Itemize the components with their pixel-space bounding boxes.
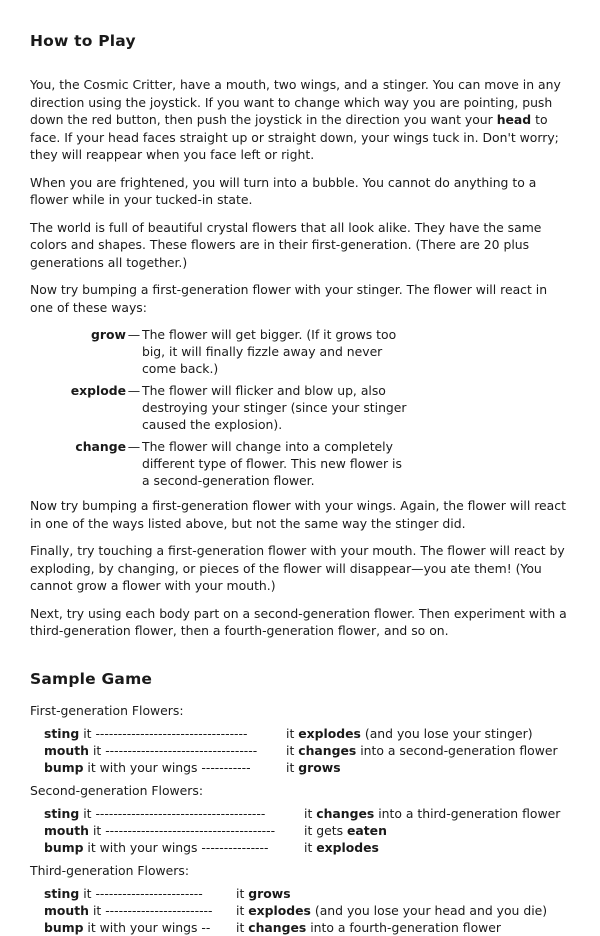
reaction-definitions	[30, 326, 568, 489]
group-label: Second-generation Flowers:	[30, 782, 204, 798]
mouth-paragraph: Finally, try touching a first-generation flower with your mouth. The flower will react by exploding, by changing, or pieces of the flower will disappear—you ate them! (You cannot grow a flower with your mouth.)	[30, 543, 565, 593]
sample-game-groups	[30, 702, 568, 936]
group-rows	[44, 725, 568, 776]
table-row: mouth it ---------------------------------- it changes into a second-generation flower	[44, 742, 558, 758]
group-label: Third-generation Flowers:	[30, 862, 190, 878]
stinger-paragraph: Now try bumping a first-generation flower with your stinger. The flower will react in one of these ways:	[30, 282, 548, 315]
group-label: First-generation Flowers:	[30, 702, 184, 718]
table-row: sting it -------------------------------------- it changes into a third-generation flower	[44, 805, 561, 821]
table-row: sting it ------------------------ it grows	[44, 885, 291, 901]
table-row: bump it with your wings -- it changes into a fourth-generation flower	[44, 919, 502, 935]
definition-explode: explode — The flower will flicker and blow up, also destroying your stinger (since your stinger caused the explosion).	[70, 383, 407, 432]
page-title: How to Play	[30, 32, 136, 50]
sample-game-title: Sample Game	[30, 669, 153, 688]
intro-paragraph: You, the Cosmic Critter, have a mouth, two wings, and a stinger. You can move in any direction using the joystick. If you want to change which way you are pointing, push down the red button, then push the joystick in the direction you want your head to face. If your head faces straight up or straight down, your wings tuck in. Don't worry; they will reappear when you face left or right.	[30, 77, 561, 162]
flowers-paragraph: The world is full of beautiful crystal flowers that all look alike. They have the same colors and shapes. These flowers are in their first-generation. (There are 20 plus generations all together.)	[30, 219, 542, 270]
table-row: bump it with your wings ----------- it grows	[44, 759, 341, 775]
group-rows	[44, 885, 568, 936]
table-row: bump it with your wings --------------- it explodes	[44, 839, 379, 855]
table-row: sting it ---------------------------------- it explodes (and you lose your stinger)	[44, 725, 533, 741]
table-row: mouth it ------------------------ it explodes (and you lose your head and you die)	[44, 902, 548, 918]
table-row: mouth it -------------------------------------- it gets eaten	[44, 822, 387, 838]
wings-paragraph: Now try bumping a first-generation flower with your wings. Again, the flower will react in one of the ways listed above, but not the same way the stinger did.	[30, 498, 566, 531]
definition-grow: grow — The flower will get bigger. (If it grows too big, it will finally fizzle away and never come back.)	[91, 327, 397, 376]
definition-change: change — The flower will change into a completely different type of flower. This new flower is a second-generation flower.	[75, 439, 402, 488]
next-paragraph: Next, try using each body part on a second-generation flower. Then experiment with a third-generation flower, then a fourth-generation flower, and so on.	[30, 605, 567, 638]
group-rows	[44, 805, 568, 856]
bubble-paragraph: When you are frightened, you will turn into a bubble. You cannot do anything to a flower while in your tucked-in state.	[30, 174, 537, 207]
